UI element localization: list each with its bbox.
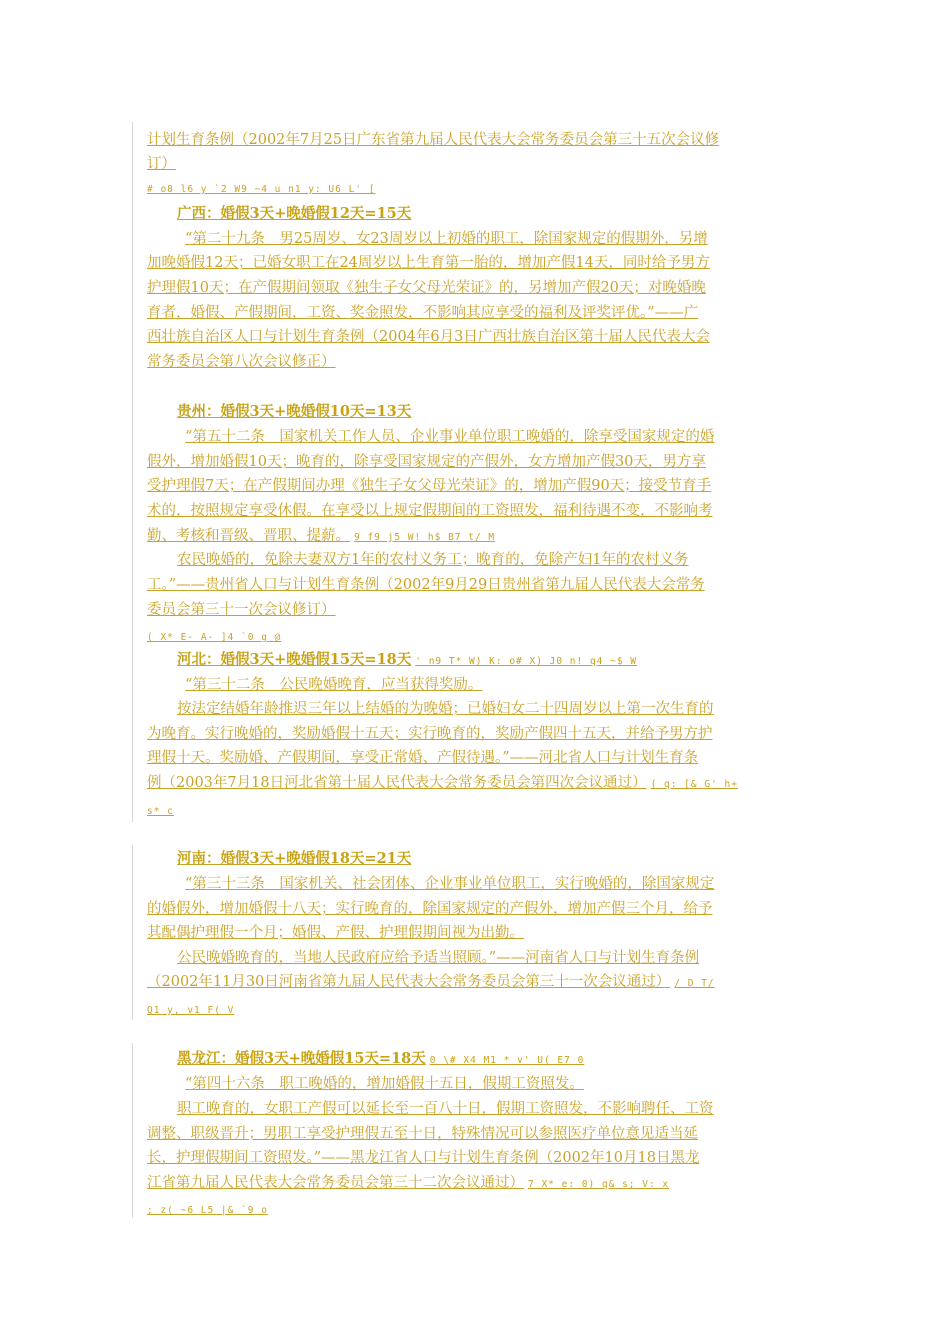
garbage-text: # o8 l6 y `2 W9 ~4 u n1 y: U6 L' [	[147, 184, 376, 195]
guizhou-line-7: 工。”——贵州省人口与计划生育条例（2002年9月29日贵州省第九届人民代表大会常务	[147, 577, 705, 593]
hebei-heading-text: 河北：婚假3天+晚婚假15天=18天	[177, 651, 412, 668]
guizhou-line-5-text: 勤、考核和晋级、晋职、提薪。	[147, 528, 350, 544]
guizhou-line-3: 受护理假7天；在产假期间办理《独生子女父母光荣证》的，增加产假90天；接受节育手	[147, 478, 712, 494]
henan-line-4: 公民晚婚晚育的，当地人民政府应给予适当照顾。”——河南省人口与计划生育条例	[177, 950, 700, 966]
heilongjiang-line-3: 调整、职级晋升；男职工享受护理假五至十日，特殊情况可以参照医疗单位意见适当延	[147, 1126, 698, 1142]
guangxi-heading: 广西：婚假3天+晚婚假12天=15天	[177, 205, 412, 222]
henan-line-2: 的婚假外，增加婚假十八天；实行晚育的，除国家规定的产假外，增加产假三个月，给予	[147, 901, 713, 917]
heilongjiang-heading-text: 黑龙江：婚假3天+晚婚假15天=18天	[177, 1050, 426, 1067]
guangxi-line-3: 护理假10天；在产假期间领取《独生子女父母光荣证》的，另增加产假20天；对晚婚晚	[147, 280, 706, 296]
guizhou-heading: 贵州：婚假3天+晚婚假10天=13天	[177, 403, 412, 420]
guizhou-line-1: “第五十二条 国家机关工作人员、企业事业单位职工晚婚的，除享受国家规定的婚	[185, 429, 715, 445]
garbage-text: ( X* E- A- ]4 `0 g @	[147, 632, 282, 643]
garbage-inline: ( q: [& G' h+	[650, 779, 738, 790]
guizhou-line-8: 委员会第三十一次会议修订）	[147, 602, 336, 618]
henan-line-5	[147, 972, 715, 994]
hebei-line-1: “第三十二条 公民晚婚晚育，应当获得奖励。	[185, 677, 483, 693]
hebei-line-2: 按法定结婚年龄推迟三年以上结婚的为晚婚；已婚妇女二十四周岁以上第一次生育的	[177, 701, 714, 717]
heilongjiang-heading	[177, 1049, 584, 1071]
henan-heading: 河南：婚假3天+晚婚假18天=21天	[177, 850, 412, 867]
guizhou-line-6: 农民晚婚的，免除夫妻双方1年的农村义务工；晚育的，免除产妇1年的农村义务	[177, 552, 689, 568]
guangxi-line-4: 育者，婚假、产假期间，工资、奖金照发，不影响其应享受的福利及评奖评优。”——广	[147, 305, 699, 321]
garbage-inline: 0 \# X4 M1 * v' U( E7 0	[429, 1055, 585, 1066]
guangxi-line-2: 加晚婚假12天；已婚女职工在24周岁以上生育第一胎的，增加产假14天，同时给予男方	[147, 255, 710, 271]
henan-line-5-text: （2002年11月30日河南省第九届人民代表大会常务委员会第三十一次会议通过）	[147, 974, 671, 990]
henan-line-3: 其配偶护理假一个月；婚假、产假、护理假期间视为出勤。	[147, 925, 524, 941]
garbage-text: s* c	[147, 806, 174, 817]
hebei-line-5-text: 例（2003年7月18日河北省第十届人民代表大会常务委员会第四次会议通过）	[147, 775, 647, 791]
text-block-1	[132, 122, 823, 822]
hebei-line-3: 为晚育。实行晚婚的，奖励婚假十五天；实行晚育的，奖励产假四十五天，并给予男方护	[147, 726, 713, 742]
garbage-text: ; z( ~6 L5 |& `9 o	[147, 1205, 268, 1216]
heilongjiang-line-5-text: 江省第九届人民代表大会常务委员会第三十二次会议通过）	[147, 1175, 524, 1191]
guangxi-line-1: “第二十九条 男25周岁、女23周岁以上初婚的职工，除国家规定的假期外，另增	[185, 231, 708, 247]
garbage-inline: 7 X* e: 0) q& s; V: x	[528, 1179, 670, 1190]
hebei-line-5	[147, 773, 738, 795]
guangxi-line-6: 常务委员会第八次会议修正）	[147, 354, 336, 370]
guangxi-line-5: 西壮族自治区人口与计划生育条例（2004年6月3日广西壮族自治区第十届人民代表大会	[147, 329, 710, 345]
guangdong-line-1: 计划生育条例（2002年7月25日广东省第九届人民代表大会常务委员会第三十五次会议修	[147, 132, 720, 148]
garbage-text: Q1 y, v1 F( V	[147, 1005, 235, 1016]
guangdong-line-2: 订）	[147, 156, 176, 172]
garbage-inline: 9 f9 j5 W! h$ B7 t/ M	[354, 532, 496, 543]
text-block-3	[132, 1043, 823, 1218]
hebei-line-4: 理假十天。奖励婚、产假期间，享受正常婚、产假待遇。”——河北省人口与计划生育条	[147, 750, 699, 766]
text-block-2	[132, 845, 823, 1020]
heilongjiang-line-4: 长，护理假期间工资照发。”——黑龙江省人口与计划生育条例（2002年10月18日黑龙	[147, 1150, 700, 1166]
guizhou-line-5	[147, 526, 495, 548]
guizhou-line-2: 假外，增加婚假10天；晚育的，除享受国家规定的产假外，女方增加产假30天，男方享	[147, 454, 706, 470]
garbage-inline: / D T/	[674, 978, 715, 989]
heilongjiang-line-2: 职工晚育的，女职工产假可以延长至一百八十日，假期工资照发，不影响聘任、工资	[177, 1101, 714, 1117]
garbage-inline: ' n9 T* W) K: o# X) J0 n! q4 ~$ W	[415, 656, 637, 667]
heilongjiang-line-1: “第四十六条 职工晚婚的，增加婚假十五日，假期工资照发。	[185, 1076, 584, 1092]
guizhou-line-4: 术的，按照规定享受休假。在享受以上规定假期间的工资照发，福利待遇不变，不影响考	[147, 503, 713, 519]
heilongjiang-line-5	[147, 1173, 669, 1195]
henan-line-1: “第三十三条 国家机关、社会团体、企业事业单位职工，实行晚婚的，除国家规定	[185, 876, 715, 892]
hebei-heading	[177, 650, 637, 672]
